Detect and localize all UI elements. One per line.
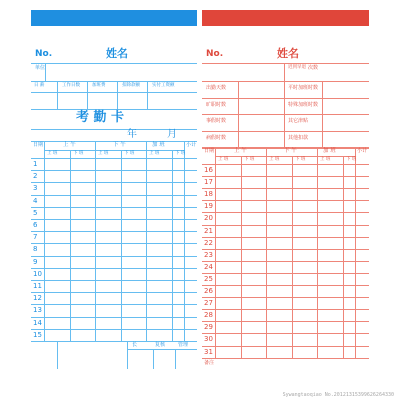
col-subtotal: 小计 xyxy=(357,148,368,154)
grid-line xyxy=(241,156,242,358)
day-number: 8 xyxy=(33,245,38,254)
grid-line xyxy=(31,158,197,159)
grid-line xyxy=(172,150,173,341)
day-number: 23 xyxy=(204,250,213,259)
col-out: 下 班 xyxy=(346,157,357,162)
card-color-band xyxy=(202,10,369,26)
day-number: 12 xyxy=(33,294,42,303)
grid-line xyxy=(146,142,147,341)
grid-line xyxy=(202,237,369,238)
col-out: 下 班 xyxy=(295,157,306,162)
stat-label: 旷职时数 xyxy=(206,101,227,108)
grid-line xyxy=(184,142,185,341)
grid-line xyxy=(57,81,58,109)
grid-line xyxy=(202,81,369,82)
day-number: 14 xyxy=(33,318,42,327)
day-number: 24 xyxy=(204,262,213,271)
day-number: 19 xyxy=(204,202,213,211)
card-number-label: No. xyxy=(206,49,224,59)
day-number: 2 xyxy=(33,172,38,181)
col-in: 上 班 xyxy=(47,151,58,156)
grid-line xyxy=(153,349,154,369)
grid-line xyxy=(284,81,285,147)
grid-line xyxy=(87,81,88,109)
month-label: 月 xyxy=(167,129,177,140)
grid-line xyxy=(202,346,369,347)
grid-line xyxy=(31,63,197,64)
grid-line xyxy=(95,142,96,341)
grid-line xyxy=(147,81,148,109)
name-label: 姓名 xyxy=(106,47,128,60)
day-number: 10 xyxy=(33,269,42,278)
grid-line xyxy=(202,131,369,132)
col-out: 下 班 xyxy=(244,157,255,162)
day-number: 3 xyxy=(33,184,38,193)
col-overtime: 加 班 xyxy=(152,142,165,148)
stat-label: 平时加班时数 xyxy=(288,85,319,91)
day-number: 25 xyxy=(204,274,213,283)
col-date: 日期 xyxy=(204,148,215,154)
grid-line xyxy=(127,341,128,369)
col-in: 上 班 xyxy=(320,157,331,162)
grid-line xyxy=(44,150,184,151)
name-label: 姓名 xyxy=(277,47,299,60)
grid-line xyxy=(284,63,285,81)
grid-line xyxy=(202,321,369,322)
day-number: 31 xyxy=(204,347,213,356)
card-color-band xyxy=(31,10,197,26)
grid-line xyxy=(266,148,267,358)
grid-line xyxy=(202,309,369,310)
grid-line xyxy=(202,249,369,250)
stat-label: 其他扣款 xyxy=(288,134,309,141)
grid-line xyxy=(343,156,344,358)
day-number: 26 xyxy=(204,287,213,295)
grid-line xyxy=(31,317,197,318)
col-afternoon: 下 午 xyxy=(113,142,126,148)
col-out: 下 班 xyxy=(73,151,84,156)
grid-line xyxy=(45,63,46,81)
grid-line xyxy=(202,358,369,359)
card-title: 考 勤 卡 xyxy=(76,110,125,125)
grid-line xyxy=(202,164,369,165)
grid-line xyxy=(127,349,197,350)
stat-label: 事假时数 xyxy=(206,118,227,124)
late-early-label: 迟到早退 xyxy=(288,65,306,70)
grid-line xyxy=(31,231,197,232)
grid-line xyxy=(31,81,197,82)
grid-line xyxy=(57,341,58,369)
day-number: 18 xyxy=(204,190,213,199)
grid-line xyxy=(202,273,369,274)
day-number: 28 xyxy=(204,311,213,320)
grid-line xyxy=(202,333,369,334)
day-number: 1 xyxy=(33,160,38,168)
day-number: 22 xyxy=(204,238,213,247)
col-out: 下 班 xyxy=(175,151,186,156)
grid-line xyxy=(292,156,293,358)
stat-label: 出勤天数 xyxy=(206,85,227,91)
col-in: 上 班 xyxy=(218,157,229,162)
col-in: 上 班 xyxy=(269,157,280,162)
grid-line xyxy=(202,188,369,189)
day-number: 7 xyxy=(33,233,38,242)
grid-line xyxy=(31,92,197,93)
footer-label: 长 xyxy=(132,342,138,348)
grid-line xyxy=(31,268,197,269)
item-header: 工作日数 xyxy=(62,83,80,88)
count-label: 次数 xyxy=(308,65,319,71)
day-number: 20 xyxy=(204,214,213,223)
item-header: 实付工资额 xyxy=(152,83,175,88)
grid-line xyxy=(121,150,122,341)
grid-line xyxy=(238,81,239,147)
footer-label: 管理 xyxy=(178,342,189,348)
col-in: 上 班 xyxy=(98,151,109,156)
grid-line xyxy=(31,195,197,196)
stat-label: 病假时数 xyxy=(206,134,227,141)
item-header: 加班费 xyxy=(92,83,106,88)
grid-line xyxy=(202,200,369,201)
day-number: 4 xyxy=(33,196,38,205)
footer-label: 复核 xyxy=(155,342,166,348)
day-number: 13 xyxy=(33,306,42,315)
col-morning: 上 午 xyxy=(63,142,76,148)
item-header: 日 薪 xyxy=(34,83,45,88)
stat-label: 特殊加班时数 xyxy=(288,101,319,108)
grid-line xyxy=(31,207,197,208)
grid-line xyxy=(202,225,369,226)
col-overtime: 加 班 xyxy=(323,148,336,154)
grid-line xyxy=(31,341,197,342)
grid-line xyxy=(31,256,197,257)
grid-line xyxy=(44,142,45,341)
col-subtotal: 小计 xyxy=(186,142,197,148)
grid-line xyxy=(31,170,197,171)
grid-line xyxy=(202,297,369,298)
grid-line xyxy=(202,176,369,177)
grid-line xyxy=(202,114,369,115)
grid-line xyxy=(202,261,369,262)
grid-line xyxy=(31,243,197,244)
grid-line xyxy=(31,182,197,183)
day-number: 27 xyxy=(204,299,213,308)
day-number: 21 xyxy=(204,226,213,235)
grid-line xyxy=(215,148,216,358)
grid-line xyxy=(117,81,118,109)
day-number: 16 xyxy=(204,166,213,174)
day-number: 17 xyxy=(204,178,213,187)
unit-label: 单位 xyxy=(35,65,46,71)
item-header: 扣除款额 xyxy=(122,83,140,88)
grid-line xyxy=(317,148,318,358)
day-number: 29 xyxy=(204,323,213,332)
grid-line xyxy=(202,285,369,286)
col-out: 下 班 xyxy=(124,151,135,156)
attendance-card-front xyxy=(31,10,197,390)
grid-line xyxy=(31,329,197,330)
day-number: 9 xyxy=(33,257,38,266)
day-number: 6 xyxy=(33,221,38,229)
remark-label: 备注 xyxy=(204,359,215,366)
image-watermark: Sywangtaoqiao No.20121315399626264330 xyxy=(282,392,394,398)
grid-line xyxy=(31,292,197,293)
col-afternoon: 下 午 xyxy=(284,148,297,154)
grid-line xyxy=(202,98,369,99)
day-number: 5 xyxy=(33,208,38,217)
grid-line xyxy=(31,219,197,220)
grid-line xyxy=(322,81,323,147)
grid-line xyxy=(202,63,369,64)
grid-line xyxy=(31,280,197,281)
day-number: 15 xyxy=(33,330,42,339)
attendance-card-back xyxy=(202,10,369,390)
stat-label: 其它津贴 xyxy=(288,118,309,124)
col-in: 上 班 xyxy=(149,151,160,156)
year-label: 年 xyxy=(127,129,137,140)
grid-line xyxy=(70,150,71,341)
grid-line xyxy=(175,349,176,369)
col-date: 日期 xyxy=(33,142,44,148)
col-morning: 上 午 xyxy=(234,148,247,154)
card-number-label: No. xyxy=(35,49,53,59)
grid-line xyxy=(202,212,369,213)
day-number: 30 xyxy=(204,335,213,344)
grid-line xyxy=(31,304,197,305)
grid-line xyxy=(355,148,356,358)
grid-line xyxy=(215,156,355,157)
day-number: 11 xyxy=(33,282,42,290)
